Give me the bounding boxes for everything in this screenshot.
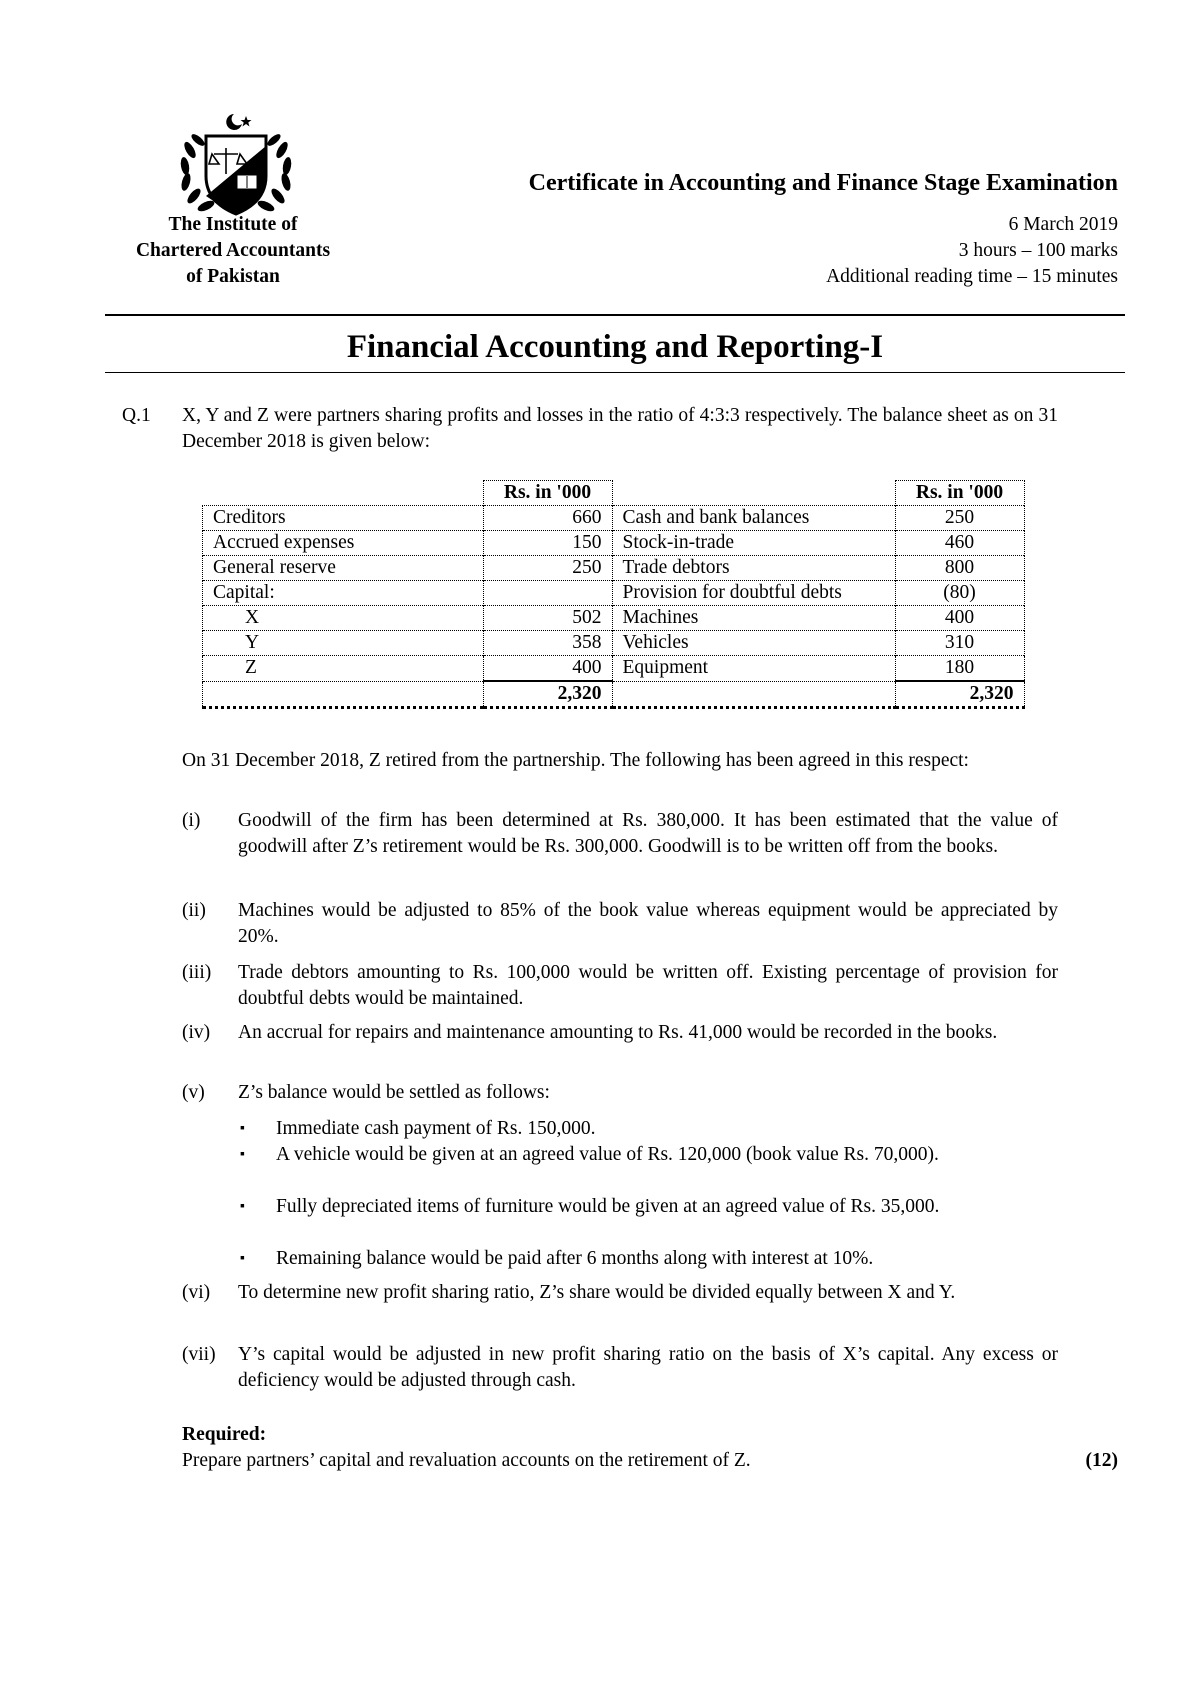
institute-line: The Institute of bbox=[168, 214, 298, 235]
exam-title: Certificate in Accounting and Finance Stage Examination bbox=[528, 170, 1118, 196]
column-header-right: Rs. in '000 bbox=[895, 481, 1024, 506]
item-text: To determine new profit sharing ratio, Z’s share would be divided equally between X and Y. bbox=[238, 1282, 956, 1303]
header-divider-bottom bbox=[105, 372, 1125, 373]
table-header-row bbox=[203, 481, 1025, 506]
left-label: Creditors bbox=[203, 506, 484, 531]
left-total: 2,320 bbox=[483, 681, 612, 708]
item-label: (iii) bbox=[182, 962, 212, 983]
item-text: Machines would be adjusted to 85% of the book value whereas equipment would be appreciated by 20%. bbox=[238, 900, 1058, 947]
institute-line: of Pakistan bbox=[186, 266, 280, 287]
table-row bbox=[203, 606, 1025, 631]
item-label: (i) bbox=[182, 810, 201, 831]
left-label: Capital: bbox=[203, 581, 484, 606]
left-amount: 660 bbox=[483, 506, 612, 531]
right-amount: (80) bbox=[895, 581, 1024, 606]
right-amount: 310 bbox=[895, 631, 1024, 656]
right-amount: 460 bbox=[895, 531, 1024, 556]
item-text: Z’s balance would be settled as follows: bbox=[238, 1082, 550, 1103]
bullet-icon: ▪ bbox=[240, 1121, 245, 1136]
bullet-icon: ▪ bbox=[240, 1199, 245, 1214]
item-label: (vi) bbox=[182, 1282, 211, 1303]
retirement-paragraph: On 31 December 2018, Z retired from the partnership. The following has been agreed in this respect: bbox=[182, 750, 969, 771]
right-amount: 800 bbox=[895, 556, 1024, 581]
item-text: Trade debtors amounting to Rs. 100,000 would be written off. Existing percentage of provision for doubtful debts would be maintained. bbox=[238, 962, 1058, 1009]
required-text: Prepare partners’ capital and revaluation accounts on the retirement of Z. bbox=[182, 1450, 751, 1471]
bullet-text: Fully depreciated items of furniture would be given at an agreed value of Rs. 35,000. bbox=[276, 1196, 940, 1217]
bullet-text: A vehicle would be given at an agreed value of Rs. 120,000 (book value Rs. 70,000). bbox=[276, 1144, 939, 1165]
left-amount: 250 bbox=[483, 556, 612, 581]
item-label: (v) bbox=[182, 1082, 205, 1103]
bullet-text: Remaining balance would be paid after 6 months along with interest at 10%. bbox=[276, 1248, 874, 1269]
left-amount: 400 bbox=[483, 656, 612, 682]
left-label: Z bbox=[203, 656, 484, 682]
left-amount: 502 bbox=[483, 606, 612, 631]
institute-name bbox=[108, 212, 358, 290]
left-amount bbox=[483, 581, 612, 606]
left-label: Accrued expenses bbox=[203, 531, 484, 556]
balance-sheet-table bbox=[202, 480, 1025, 709]
left-label: X bbox=[203, 606, 484, 631]
institute-crest-logo bbox=[176, 110, 296, 220]
question-marks: (12) bbox=[1085, 1450, 1118, 1471]
right-amount: 250 bbox=[895, 506, 1024, 531]
table-row bbox=[203, 556, 1025, 581]
right-amount: 180 bbox=[895, 656, 1024, 682]
item-text: Goodwill of the firm has been determined at Rs. 380,000. It has been estimated that the value of goodwill after Z’s retirement would be Rs. 300,000. Goodwill is to be written off from the books. bbox=[238, 810, 1058, 857]
bullet-icon: ▪ bbox=[240, 1251, 245, 1266]
reading-time: Additional reading time – 15 minutes bbox=[826, 266, 1118, 287]
right-label: Trade debtors bbox=[612, 556, 895, 581]
right-amount: 400 bbox=[895, 606, 1024, 631]
right-label: Machines bbox=[612, 606, 895, 631]
bullet-icon: ▪ bbox=[240, 1147, 245, 1162]
exam-date: 6 March 2019 bbox=[1008, 214, 1118, 235]
institute-line: Chartered Accountants bbox=[135, 240, 331, 261]
table-row bbox=[203, 581, 1025, 606]
table-total-row bbox=[203, 681, 1025, 708]
right-label: Cash and bank balances bbox=[612, 506, 895, 531]
right-total: 2,320 bbox=[895, 681, 1024, 708]
item-label: (ii) bbox=[182, 900, 206, 921]
question-number: Q.1 bbox=[122, 405, 151, 426]
right-label: Vehicles bbox=[612, 631, 895, 656]
column-header-left: Rs. in '000 bbox=[483, 481, 612, 506]
paper-title: Financial Accounting and Reporting-I bbox=[346, 329, 884, 365]
item-text: An accrual for repairs and maintenance amounting to Rs. 41,000 would be recorded in the books. bbox=[238, 1022, 998, 1043]
question-intro: X, Y and Z were partners sharing profits and losses in the ratio of 4:3:3 respectively. The balance sheet as on 31 December 2018 is given below: bbox=[182, 405, 1058, 452]
item-label: (iv) bbox=[182, 1022, 211, 1043]
item-label: (vii) bbox=[182, 1344, 216, 1365]
left-label: General reserve bbox=[203, 556, 484, 581]
left-label: Y bbox=[203, 631, 484, 656]
left-amount: 358 bbox=[483, 631, 612, 656]
table-row bbox=[203, 531, 1025, 556]
total-label-cell bbox=[612, 681, 895, 708]
header-divider-top bbox=[105, 314, 1125, 316]
exam-details bbox=[700, 212, 1118, 290]
table-row bbox=[203, 506, 1025, 531]
exam-duration: 3 hours – 100 marks bbox=[958, 240, 1118, 261]
right-label: Provision for doubtful debts bbox=[612, 581, 895, 606]
item-text: Y’s capital would be adjusted in new profit sharing ratio on the basis of X’s capital. Any excess or deficiency would be adjusted through cash. bbox=[238, 1344, 1058, 1391]
table-row bbox=[203, 631, 1025, 656]
table-row bbox=[203, 656, 1025, 682]
total-label-cell bbox=[203, 681, 484, 708]
right-label: Stock-in-trade bbox=[612, 531, 895, 556]
bullet-text: Immediate cash payment of Rs. 150,000. bbox=[276, 1118, 596, 1139]
right-label: Equipment bbox=[612, 656, 895, 682]
left-amount: 150 bbox=[483, 531, 612, 556]
required-heading: Required: bbox=[182, 1424, 267, 1445]
